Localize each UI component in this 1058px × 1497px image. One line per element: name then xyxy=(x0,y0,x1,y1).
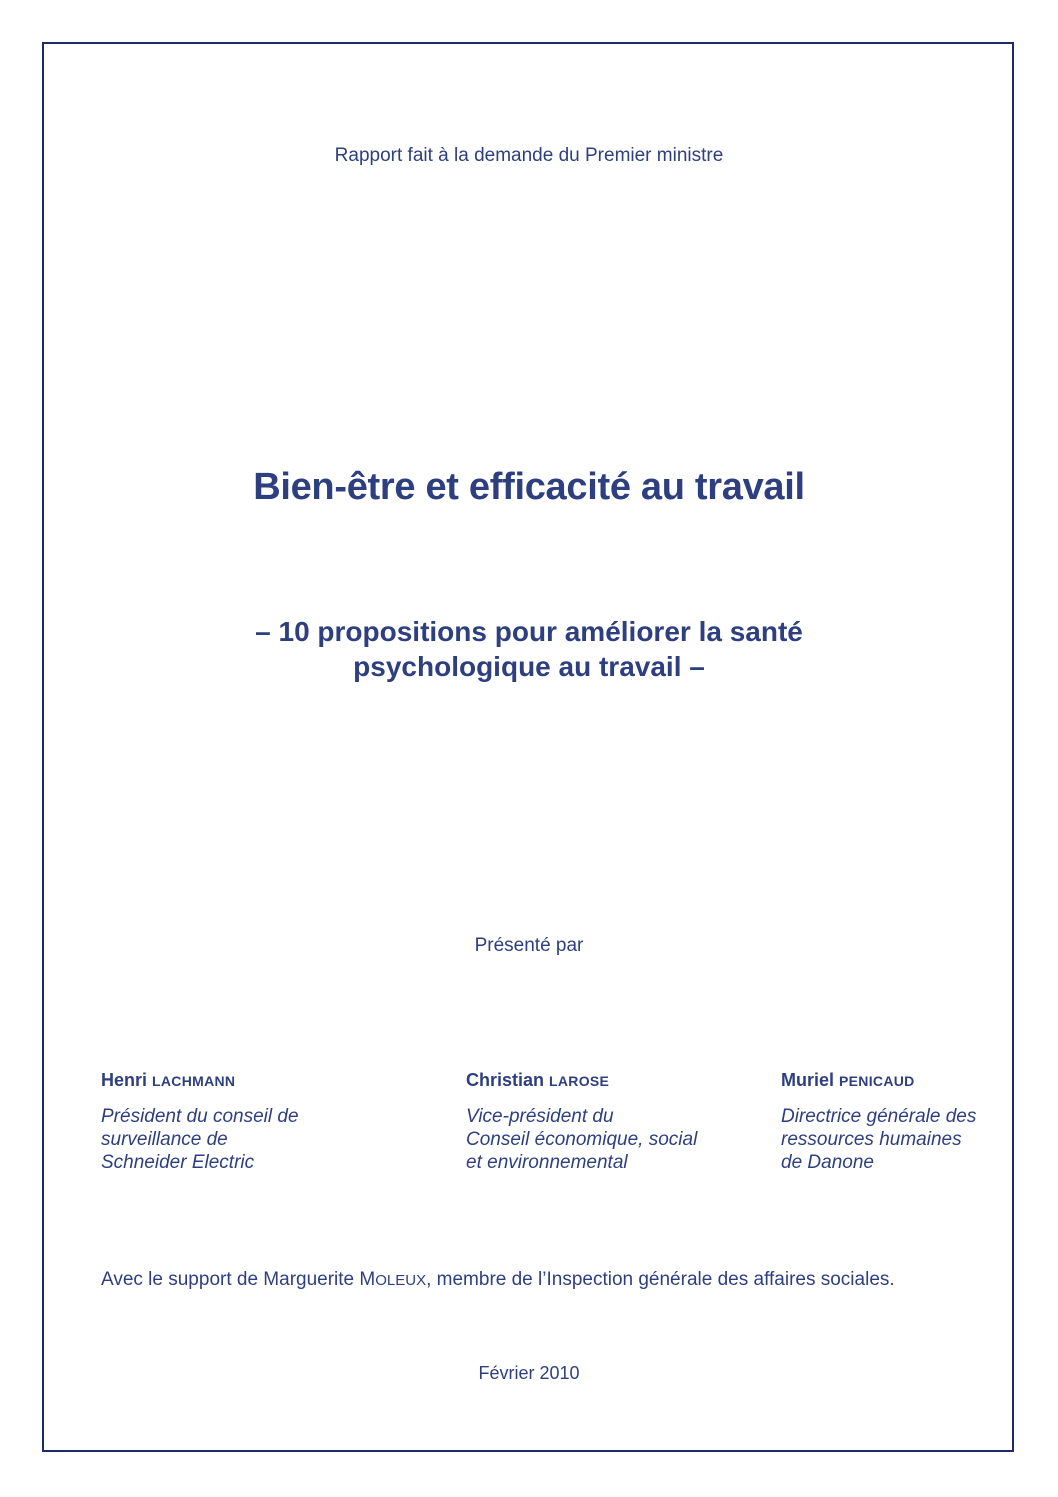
author-name xyxy=(101,1070,299,1091)
report-request-line: Rapport fait à la demande du Premier ministre xyxy=(334,145,724,166)
support-name-rest: OLEUX xyxy=(375,1272,427,1289)
author-block-larose xyxy=(466,1070,697,1174)
page-border xyxy=(42,42,1014,1452)
support-prefix: Avec le support de Marguerite xyxy=(101,1269,360,1290)
author-block-penicaud xyxy=(781,1070,976,1174)
support-statement xyxy=(101,1269,895,1291)
support-name-initial: M xyxy=(359,1269,376,1290)
report-subtitle xyxy=(0,614,1058,684)
subtitle-line-1: – 10 propositions pour améliorer la santé xyxy=(255,616,803,647)
support-suffix: , membre de l’Inspection générale des affaires sociales. xyxy=(426,1269,895,1290)
author-last-name: LAROSE xyxy=(549,1073,610,1089)
report-date: Février 2010 xyxy=(478,1363,580,1383)
author-first-name: Muriel xyxy=(781,1070,835,1090)
author-last-name: LACHMANN xyxy=(152,1073,236,1089)
author-first-name: Henri xyxy=(101,1070,148,1090)
author-name xyxy=(466,1070,697,1091)
author-first-name: Christian xyxy=(466,1070,545,1090)
author-role: Directrice générale des ressources humaines de Danone xyxy=(781,1106,977,1173)
presented-by-label: Présenté par xyxy=(474,935,584,956)
subtitle-line-2: psychologique au travail – xyxy=(353,651,705,682)
author-name xyxy=(781,1070,976,1091)
report-title: Bien-être et efficacité au travail xyxy=(253,466,805,508)
author-role: Président du conseil de surveillance de Schneider Electric xyxy=(101,1106,299,1173)
author-role: Vice-président du Conseil économique, social et environnemental xyxy=(466,1106,698,1173)
author-last-name: PENICAUD xyxy=(839,1073,915,1089)
author-block-lachmann xyxy=(101,1070,299,1174)
